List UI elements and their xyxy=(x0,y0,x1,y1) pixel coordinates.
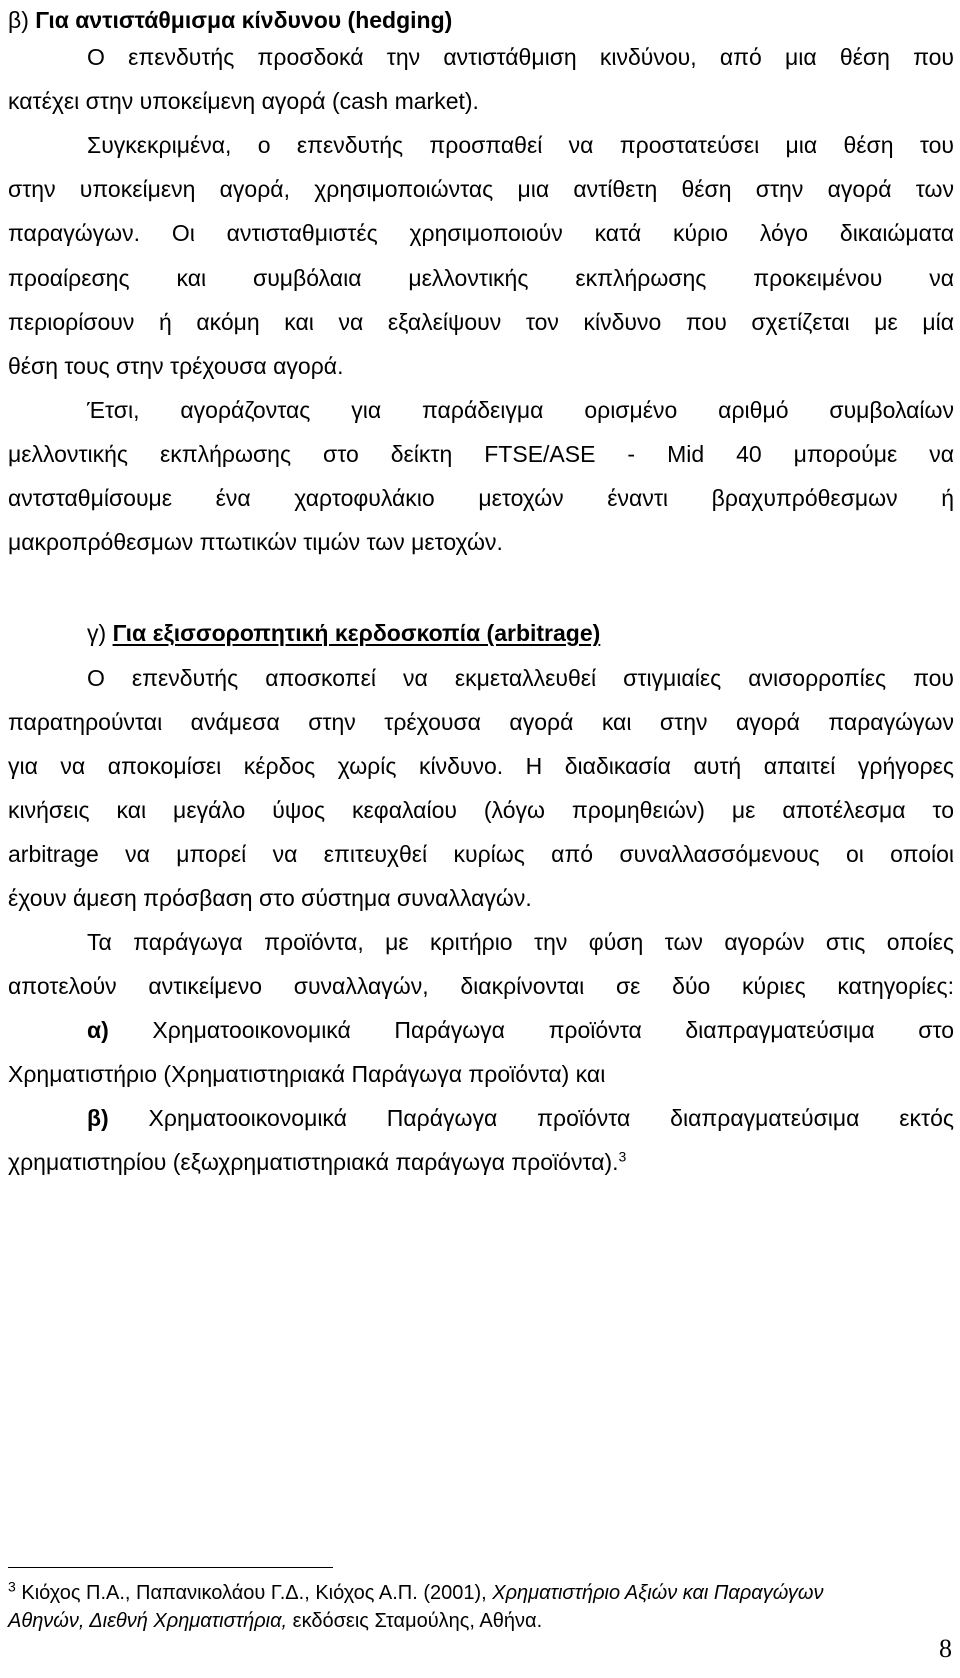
paragraph-line: arbitrage να μπορεί να επιτευχθεί κυρίως από συναλλασσόμενους οι οποίοι xyxy=(8,841,954,867)
paragraph-line: κατέχει στην υποκείμενη αγορά (cash market). xyxy=(8,88,479,114)
paragraph-line: αντσταθμίσουμε ένα χαρτοφυλάκιο μετοχών έναντι βραχυπρόθεσμων ή xyxy=(8,485,954,511)
page-number: 8 xyxy=(939,1634,952,1663)
paragraph-line: μακροπρόθεσμων πτωτικών τιμών των μετοχών. xyxy=(8,529,503,555)
paragraph-line: Έτσι, αγοράζοντας για παράδειγμα ορισμένο αριθμό συμβολαίων xyxy=(87,397,954,423)
paragraph-line: για να αποκομίσει κέρδος χωρίς κίνδυνο. Η διαδικασία αυτή απαιτεί γρήγορες xyxy=(8,753,954,779)
footnote-publisher: εκδόσεις Σταμούλης, Αθήνα. xyxy=(287,1610,543,1632)
category-b-text: Χρηματοοικονομικά Παράγωγα προϊόντα διαπραγματεύσιμα εκτός xyxy=(148,1105,955,1131)
paragraph-line: προαίρεσης και συμβόλαια μελλοντικής εκπλήρωσης προκειμένου να xyxy=(8,265,954,291)
section-b-title: Για αντιστάθμισμα κίνδυνου (hedging) xyxy=(35,7,453,33)
paragraph-line: Ο επενδυτής αποσκοπεί να εκμεταλλευθεί στιγμιαίες ανισορροπίες που xyxy=(87,665,954,691)
footnote xyxy=(8,1578,954,1608)
category-a-label: α) xyxy=(87,1017,109,1043)
paragraph-line: Συγκεκριμένα, ο επενδυτής προσπαθεί να προστατεύσει μια θέση του xyxy=(87,132,954,158)
paragraph-line: Ο επενδυτής προσδοκά την αντιστάθμιση κινδύνου, από μια θέση που xyxy=(87,44,954,70)
paragraph-line: αποτελούν αντικείμενο συναλλαγών, διακρίνονται σε δύο κύριες κατηγορίες: xyxy=(8,973,954,999)
paragraph-line xyxy=(8,1142,954,1182)
footnote-title-cont: Αθηνών, Διεθνή Χρηματιστήρια, xyxy=(8,1610,288,1632)
paragraph-line: Χρηματιστήριο (Χρηματιστηριακά Παράγωγα προϊόντα) και xyxy=(8,1061,606,1087)
section-c-heading xyxy=(87,613,954,653)
footnote-title: Χρηματιστήριο Αξιών και Παραγώγων xyxy=(492,1582,824,1604)
category-a-text: Χρηματοοικονομικά Παράγωγα προϊόντα διαπραγματεύσιμα στο xyxy=(152,1017,954,1043)
paragraph-line: έχουν άμεση πρόσβαση στο σύστημα συναλλαγών. xyxy=(8,885,532,911)
section-c-title: Για εξισσοροπητική κερδοσκοπία (arbitrage) xyxy=(112,620,601,646)
footnote-cont xyxy=(8,1606,954,1636)
footnote-authors: Κιόχος Π.Α., Παπανικολάου Γ.Δ., Κιόχος Α.Π. (2001), xyxy=(21,1582,493,1604)
section-c-prefix: γ) xyxy=(87,620,113,646)
category-b xyxy=(87,1098,954,1138)
footnote-separator xyxy=(8,1567,333,1568)
paragraph-line: παρατηρούνται ανάμεσα στην τρέχουσα αγορά και στην αγορά παραγώγων xyxy=(8,709,954,735)
footnote-ref: 3 xyxy=(618,1148,627,1165)
paragraph-line: θέση τους στην τρέχουσα αγορά. xyxy=(8,353,344,379)
paragraph-line: περιορίσουν ή ακόμη και να εξαλείψουν τον κίνδυνο που σχετίζεται με μία xyxy=(8,309,954,335)
paragraph-line: παραγώγων. Οι αντισταθμιστές χρησιμοποιούν κατά κύριο λόγο δικαιώματα xyxy=(8,220,954,246)
footnote-number: 3 xyxy=(8,1578,16,1595)
paragraph-line: Τα παράγωγα προϊόντα, με κριτήριο την φύση των αγορών στις οποίες xyxy=(87,929,954,955)
category-b-label: β) xyxy=(87,1105,109,1131)
paragraph-line: στην υποκείμενη αγορά, χρησιμοποιώντας μια αντίθετη θέση στην αγορά των xyxy=(8,176,954,202)
category-b-text-cont: χρηματιστηρίου (εξωχρηματιστηριακά παράγωγα προϊόντα). xyxy=(8,1149,619,1175)
paragraph-line: μελλοντικής εκπλήρωσης στο δείκτη FTSE/ASE - Mid 40 μπορούμε να xyxy=(8,441,954,467)
section-b-heading xyxy=(8,0,954,40)
category-a xyxy=(87,1010,954,1050)
paragraph-line: κινήσεις και μεγάλο ύψος κεφαλαίου (λόγω προμηθειών) με αποτέλεσμα το xyxy=(8,797,954,823)
section-b-prefix: β) xyxy=(8,7,36,33)
